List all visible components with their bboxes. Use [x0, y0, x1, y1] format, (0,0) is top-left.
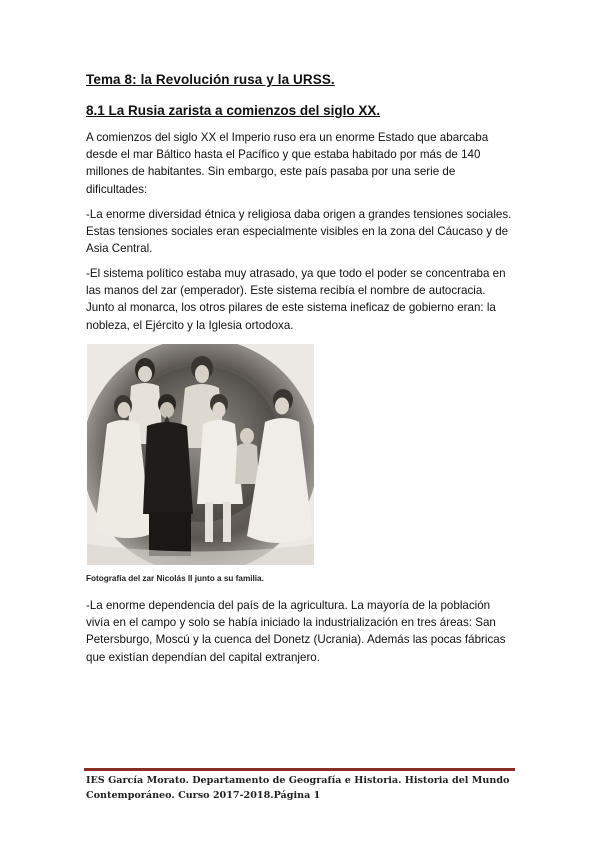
intro-paragraph: A comienzos del siglo XX el Imperio ruso era un enorme Estado que abarcaba desde el mar Báltico hasta el Pacífico y que estaba habitado por más de 140 millones de habitantes. Sin embargo, este país pasaba por una serie de dificultades:: [86, 131, 489, 196]
agriculture-paragraph: -La enorme dependencia del país de la agricultura. La mayoría de la población vivía en el campo y solo se había iniciado la industrialización en tres áreas: San Petersburgo, Moscú y la cuenca del Donetz (Ucrania). Además las pocas fábricas que existían dependían del capital extranjero.: [86, 599, 506, 664]
page-footer: IES García Morato. Departamento de Geografía e Historia. Historia del Mundo Contemporáneo. Curso 2017-2018.Página 1: [86, 775, 510, 801]
photo-caption: Fotografía del zar Nicolás II junto a su familia.: [86, 574, 264, 583]
section-heading: 8.1 La Rusia zarista a comienzos del siglo XX.: [86, 103, 381, 118]
family-photo: [87, 344, 314, 565]
political-system-paragraph: -El sistema político estaba muy atrasado, ya que todo el poder se concentraba en las manos del zar (emperador). Este sistema recibía el nombre de autocracia. Junto al monarca, los otros pilares de este sistema ineficaz de gobierno eran: la nobleza, el Ejército y la Iglesia ortodoxa.: [86, 267, 506, 332]
ethnic-diversity-paragraph: -La enorme diversidad étnica y religiosa daba origen a grandes tensiones sociales. Estas tensiones sociales eran especialmente visibles en la zona del Cáucaso y de Asia Central.: [86, 208, 512, 256]
footer-divider: [84, 768, 515, 771]
page-title: Tema 8: la Revolución rusa y la URSS.: [86, 72, 335, 87]
